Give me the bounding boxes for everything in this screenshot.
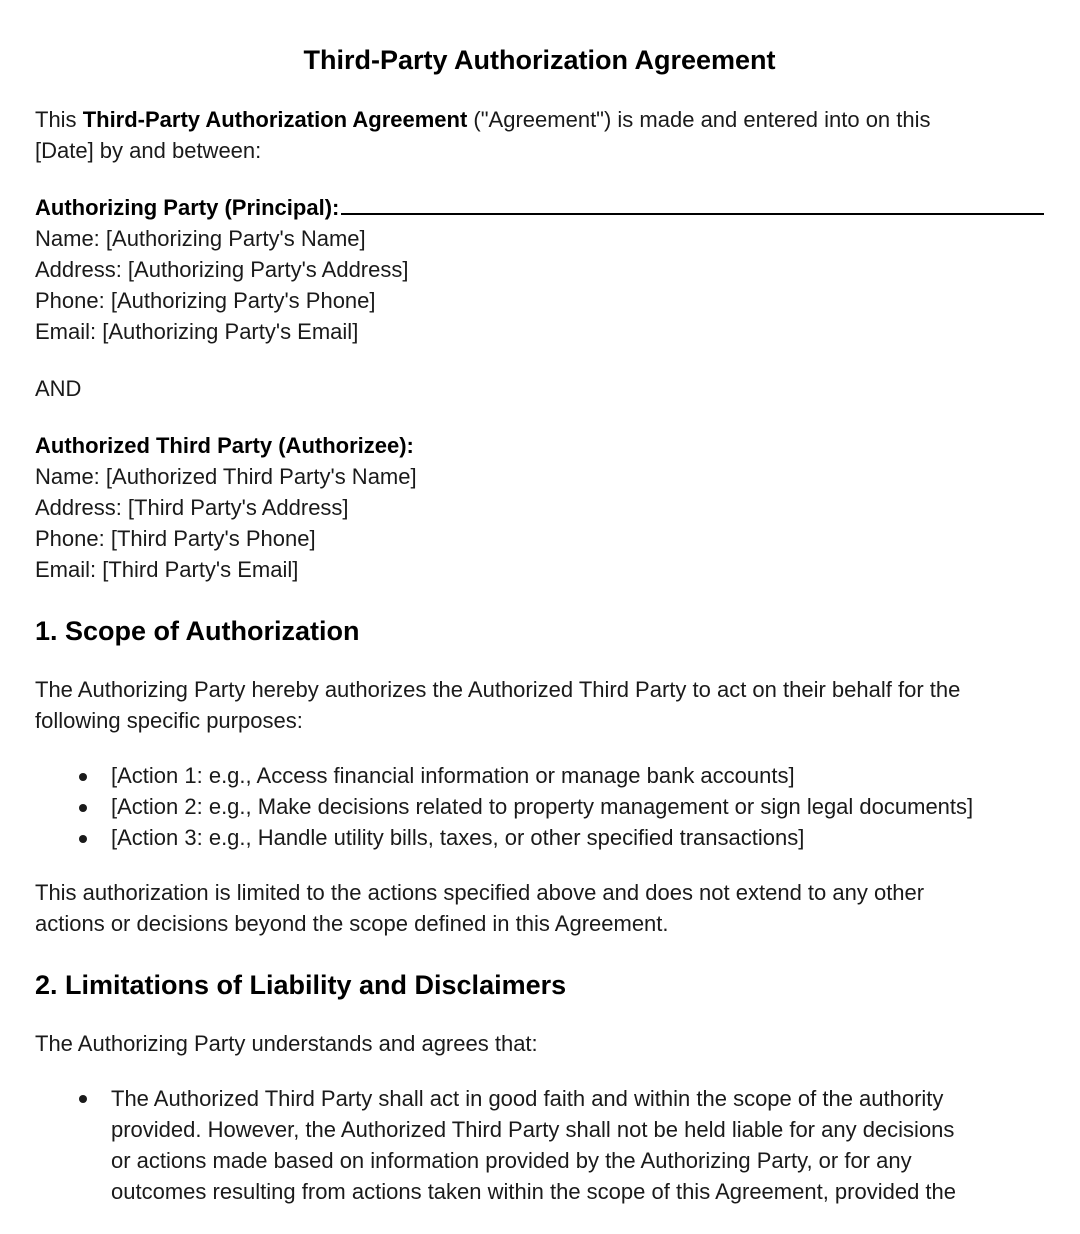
section-2-para-line: The Authorizing Party understands and agrees that:: [35, 1031, 538, 1056]
list-item-text: [Action 3: e.g., Handle utility bills, taxes, or other specified transactions]: [111, 825, 805, 850]
limitation-line-2: actions or decisions beyond the scope defined in this Agreement.: [35, 911, 669, 936]
section-1-paragraph: [35, 650, 1044, 736]
principal-phone: Phone: [Authorizing Party's Phone]: [35, 288, 376, 313]
authorizee-heading-text: Authorized Third Party (Authorizee):: [35, 433, 414, 458]
principal-block: [35, 166, 1044, 347]
section-2-heading: 2. Limitations of Liability and Disclaimers: [35, 970, 567, 1000]
principal-address: Address: [Authorizing Party's Address]: [35, 257, 409, 282]
and-separator: [35, 347, 1044, 404]
authorizee-heading: [35, 430, 1044, 461]
bullet-dot-icon: [79, 1095, 87, 1103]
limitation-line-1: This authorization is limited to the actions specified above and does not extend to any other: [35, 880, 925, 905]
section-2-paragraph: [35, 1004, 1044, 1059]
intro-line-2: [Date] by and between:: [35, 138, 262, 163]
principal-heading-text: Authorizing Party (Principal):: [35, 195, 340, 220]
authorizee-address: Address: [Third Party's Address]: [35, 495, 349, 520]
and-text: AND: [35, 376, 82, 401]
liability-line-2: provided. However, the Authorized Third Party shall not be held liable for any decisions: [111, 1117, 955, 1142]
liability-line-1: The Authorized Third Party shall act in good faith and within the scope of the authority: [111, 1086, 944, 1111]
authorizee-block: [35, 404, 1044, 585]
bullet-dot-icon: [79, 835, 87, 843]
liability-line-4: outcomes resulting from actions taken within the scope of this Agreement, provided the: [111, 1179, 957, 1204]
principal-name: Name: [Authorizing Party's Name]: [35, 226, 366, 251]
list-item: [35, 822, 1044, 853]
authorizee-phone: Phone: [Third Party's Phone]: [35, 526, 316, 551]
section-1-para-line-2: following specific purposes:: [35, 708, 303, 733]
intro-bold-title: Third-Party Authorization Agreement: [82, 107, 468, 132]
list-item: [35, 1083, 1044, 1207]
list-item-text: [Action 1: e.g., Access financial information or manage bank accounts]: [111, 763, 795, 788]
intro-lead: This: [35, 107, 83, 132]
principal-heading: [35, 192, 1044, 223]
section-1-heading: 1. Scope of Authorization: [35, 616, 360, 646]
list-item: [35, 791, 1044, 822]
authorizee-name: Name: [Authorized Third Party's Name]: [35, 464, 417, 489]
intro-paragraph: [35, 77, 1044, 166]
authorizee-email: Email: [Third Party's Email]: [35, 557, 299, 582]
intro-line-1: [35, 104, 1044, 135]
section-1-para-line-1: The Authorizing Party hereby authorizes the Authorized Third Party to act on their behalf for the: [35, 677, 961, 702]
section-1-action-list: [35, 736, 1044, 853]
principal-email: Email: [Authorizing Party's Email]: [35, 319, 359, 344]
bullet-dot-icon: [79, 773, 87, 781]
document-title: Third-Party Authorization Agreement: [303, 45, 776, 75]
liability-line-3: or actions made based on information provided by the Authorizing Party, or for any: [111, 1148, 912, 1173]
bullet-dot-icon: [79, 804, 87, 812]
intro-rest: ("Agreement") is made and entered into on this: [467, 107, 931, 132]
principal-signature-line: [341, 193, 1044, 215]
section-2-liability-list: [35, 1059, 1044, 1207]
list-item-text: [Action 2: e.g., Make decisions related to property management or sign legal documents]: [111, 794, 974, 819]
list-item: [35, 760, 1044, 791]
section-1-limitation-paragraph: [35, 853, 1044, 939]
